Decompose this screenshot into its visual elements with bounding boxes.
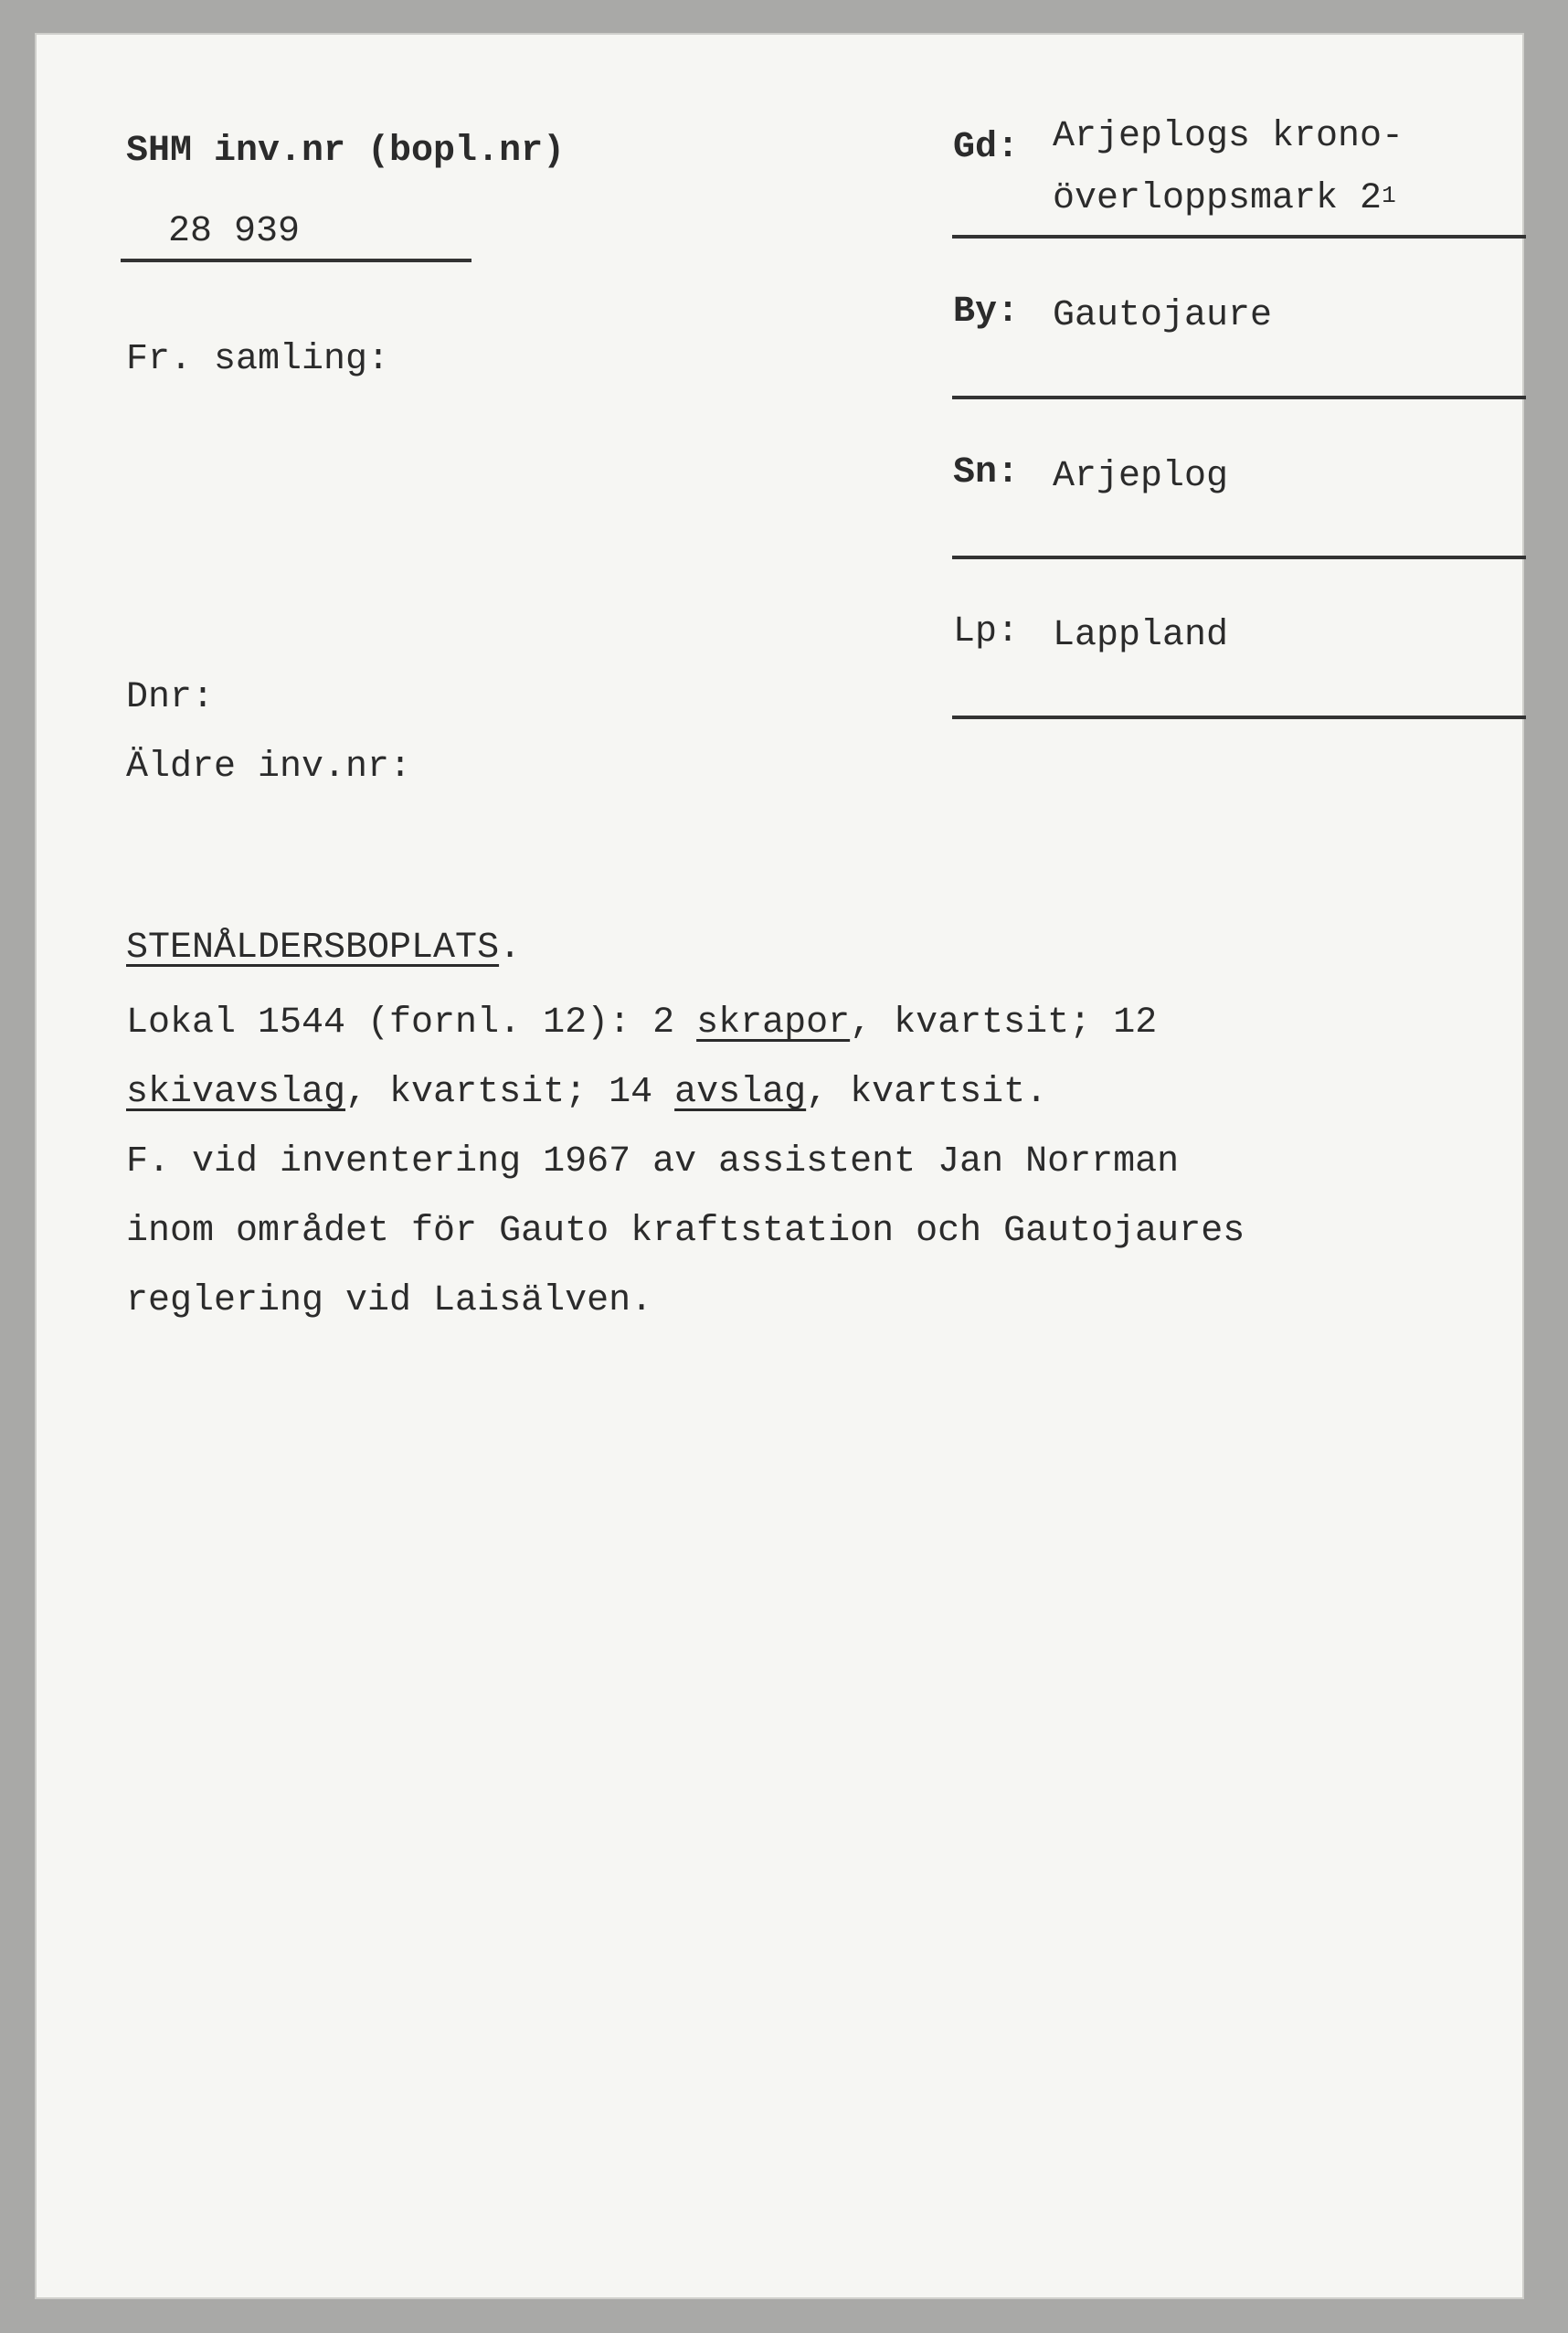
- body-line-1: [126, 1002, 1158, 1044]
- body-line-2-b: , kvartsit.: [806, 1072, 1048, 1113]
- inventory-number-underline: [121, 259, 471, 262]
- term-avslag: avslag: [674, 1072, 807, 1113]
- gd-rule: [952, 235, 1526, 239]
- site-type-heading-text: STENÅLDERSBOPLATS: [126, 928, 500, 969]
- gd-value-line2: [1053, 178, 1396, 219]
- inventory-number-value: 28 939: [168, 211, 301, 252]
- term-skrapor: skrapor: [696, 1002, 851, 1044]
- dnr-label: Dnr:: [126, 677, 215, 718]
- index-card: [35, 33, 1524, 2299]
- gd-value-line1: Arjeplogs krono-: [1053, 116, 1404, 157]
- fr-samling-label: Fr. samling:: [126, 339, 390, 380]
- by-label: By:: [953, 292, 1020, 333]
- sn-value: Arjeplog: [1053, 456, 1229, 497]
- gd-superscript: 1: [1382, 182, 1396, 209]
- sn-label: Sn:: [953, 452, 1020, 493]
- inventory-number-label: SHM inv.nr (bopl.nr): [126, 131, 566, 172]
- lp-rule: [952, 716, 1526, 719]
- body-line-1-b: , kvartsit; 12: [850, 1002, 1158, 1044]
- sn-rule: [952, 556, 1526, 559]
- by-rule: [952, 396, 1526, 399]
- gd-value-line2-text: överloppsmark 2: [1053, 178, 1383, 219]
- body-line-2-a: , kvartsit; 14: [345, 1072, 675, 1113]
- site-type-heading-period: .: [499, 928, 522, 969]
- lp-value: Lappland: [1053, 615, 1229, 656]
- body-line-3: F. vid inventering 1967 av assistent Jan Norrman: [126, 1141, 1180, 1182]
- site-type-heading: [126, 930, 521, 967]
- aldre-inv-label: Äldre inv.nr:: [126, 747, 412, 788]
- by-value: Gautojaure: [1053, 295, 1273, 336]
- gd-label: Gd:: [953, 127, 1020, 168]
- body-line-4: inom området för Gauto kraftstation och Gautojaures: [126, 1211, 1245, 1252]
- body-line-5: reglering vid Laisälven.: [126, 1280, 653, 1321]
- term-skivavslag: skivavslag: [126, 1072, 346, 1113]
- lp-label: Lp:: [953, 611, 1020, 652]
- body-line-1-a: Lokal 1544 (fornl. 12): 2: [126, 1002, 697, 1044]
- body-line-2: [126, 1072, 1048, 1113]
